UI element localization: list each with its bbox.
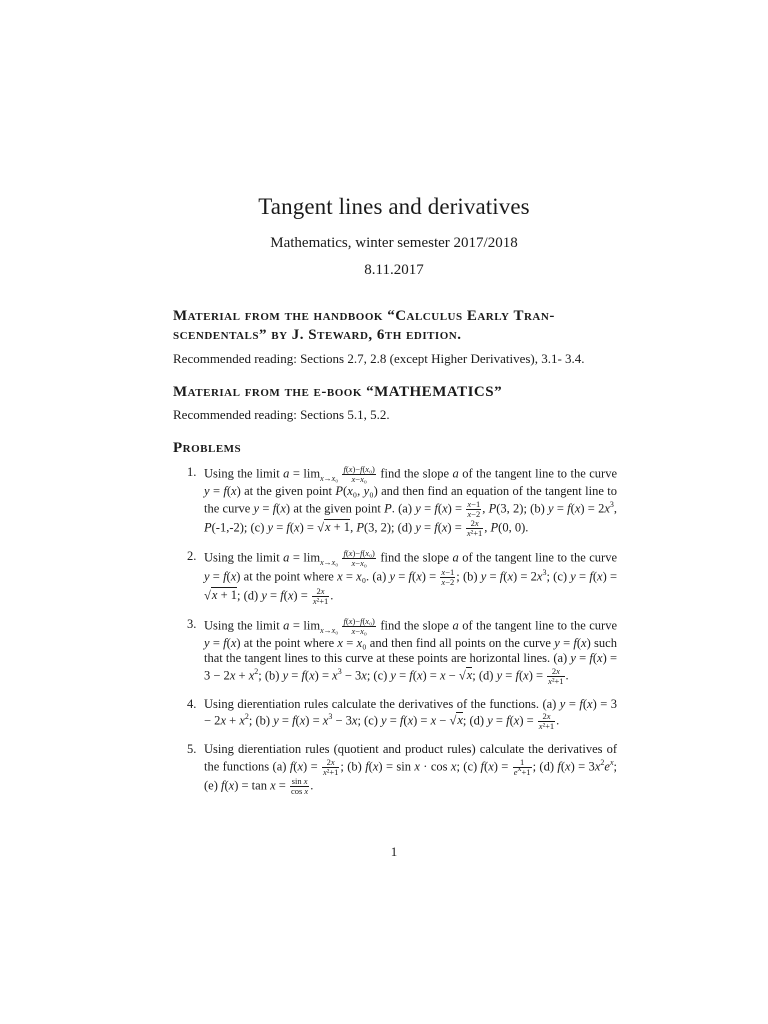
problems-heading: Problems xyxy=(173,440,242,456)
section-heading-handbook-line1: Material from the handbook “Calculus Early Tran- xyxy=(173,308,555,324)
problem-item: 2. Using the limit $a = \lim_{x\to x_0}$ $\frac{\text{f(x)−f(x₀)}}{\text{x−x₀}}$ find the slope a of the tangent line to the curve y = f(x) at the point where x = x₀. (a) y = f(x) = $\frac{x-1}{x-2}$ ; (b) $y = f(x) = 2x^3$; (c) y = f(x) = √x + 1; (d) y = f(x) = $\frac{2x}{\text{x²+1}}$ . xyxy=(187,547,618,606)
page-number: 1 xyxy=(390,844,398,859)
document-subtitle: Mathematics, winter semester 2017/2018 xyxy=(270,235,518,251)
recommended-reading-ebook: Recommended reading: Sections 5.1, 5.2. xyxy=(173,407,390,422)
problem-number: 3. xyxy=(187,616,197,631)
section-heading-handbook xyxy=(173,307,621,345)
problem-item: 5. Using dierentiation rules (quotient and product rules) calculate the derivatives of the functions (a) f(x) = $\frac{2x}{\text{x²+1}}$ ; (b) f(x) = sin x · cos x; (c) f(x) = $\frac{1}{e^x+1}$ ; (d) $f(x) = 3x^2e^x$; (e) f(x) = tan x = $\frac{\text{sin x}}{\text{cos x}}$ . xyxy=(187,742,617,796)
section-heading-ebook: Material from the e-book “MATHEMATICS” xyxy=(173,384,503,400)
problem-number: 2. xyxy=(187,548,197,563)
document-date: 8.11.2017 xyxy=(364,262,424,278)
recommended-reading-handbook: Recommended reading: Sections 2.7, 2.8 (except Higher Derivatives), 3.1- 3.4. xyxy=(173,351,585,366)
problem-item: 1. Using the limit $a = \lim_{x\to x_0}$ $\frac{\text{f(x)−f(x₀)}}{\text{x−x₀}}$ find the slope a of the tangent line to the curve y = f(x) at the given point P(x₀, y₀) and then find an equation of the tangent line to the curve y = f(x) at the given point P. (a) y = f(x) = $\frac{x-1}{x-2}$ , P(3, 2); (b) $y = f(x) = 2x^3$, P(-1,-2); (c) y = f(x) = √x + 1, P(3, 2); (d) y = f(x) = $\frac{2x}{\text{x²+1}}$ , P(0, 0). xyxy=(187,464,618,538)
document-title: Tangent lines and derivatives xyxy=(258,194,530,219)
problem-number: 5. xyxy=(187,742,197,756)
section-heading-handbook-line2: scendentals” by J. Steward, 6th edition. xyxy=(173,327,462,343)
problem-number: 4. xyxy=(187,696,197,711)
problem-number: 1. xyxy=(187,465,197,479)
problem-item: 3. Using the limit $a = \lim_{x\to x_0}$ $\frac{\text{f(x)−f(x₀)}}{\text{x−x₀}}$ find the slope a of the tangent line to the curve y = f(x) at the point where x = x₀ and then find all points on the curve y = f(x) such that the tangent lines to this curve at these points are horizontal lines. (a) $y = f(x) = 3 - 2x + x^2$; (b) $y = f(x) = x^3 - 3x$; (c) y = f(x) = x − √x; (d) y = f(x) = $\frac{2x}{\text{x²+1}}$ . xyxy=(187,615,618,686)
problems-list xyxy=(173,465,617,807)
problem-item: 4. Using dierentiation rules calculate the derivatives of the functions. (a) $y = f(x) = 3 - 2x + x^2$; (b) $y = f(x) = x^3 - 3x$; (c) y = f(x) = x − √x; (d) y = f(x) = $\frac{2x}{\text{x²+1}}$ . xyxy=(187,696,617,731)
